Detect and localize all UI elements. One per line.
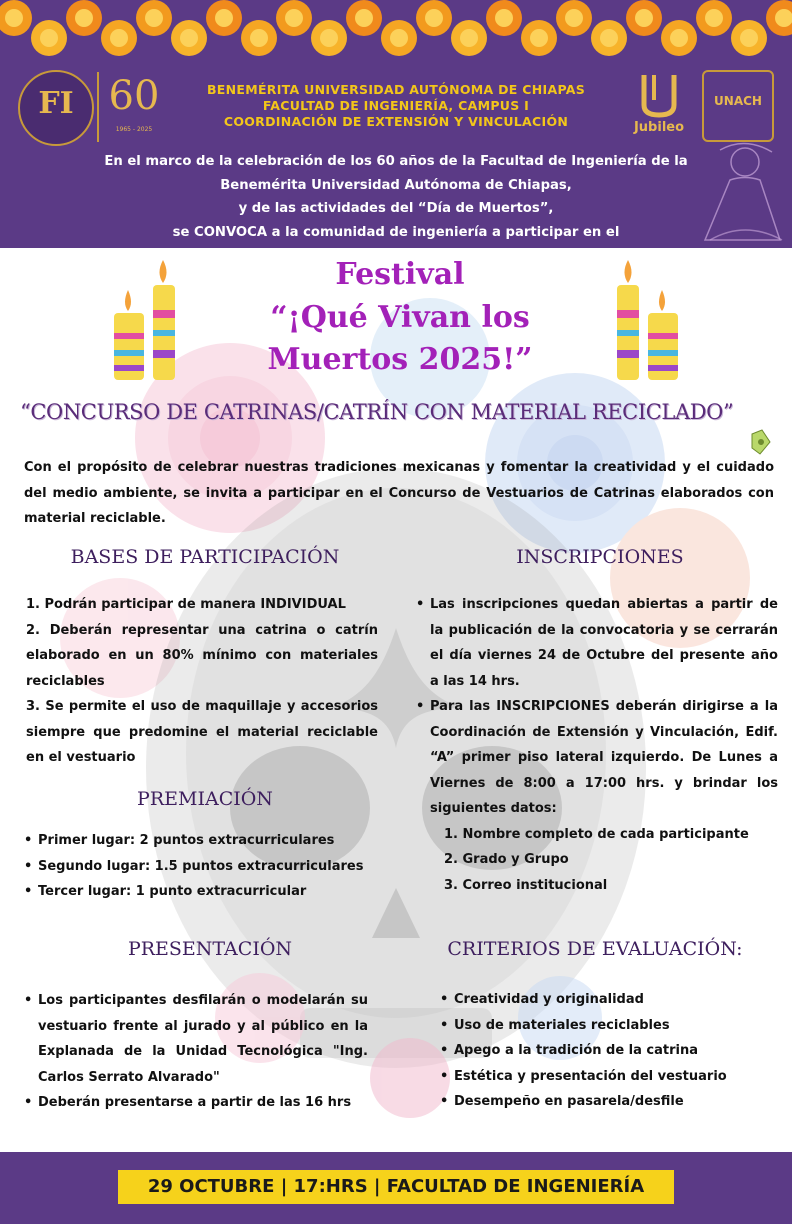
- inscripciones-item-1: • Las inscripciones quedan abiertas a partir de la publicación de la convocatoria y se cerrarán el día viernes 24 de Octubre del presente año a las 14 hrs.: [430, 592, 778, 694]
- marigold-center: [250, 29, 268, 47]
- bases-title: BASES DE PARTICIPACIÓN: [70, 546, 340, 568]
- festival-title-line-3: Muertos 2025!”: [267, 342, 533, 377]
- festival-title-line-1: Festival: [335, 257, 465, 292]
- marigold-center: [40, 29, 58, 47]
- marigold-center: [180, 29, 198, 47]
- marigold-center: [635, 9, 653, 27]
- marigold-center: [670, 29, 688, 47]
- university-line-3: COORDINACIÓN DE EXTENSIÓN Y VINCULACIÓN: [223, 114, 569, 129]
- marigold-center: [75, 9, 93, 27]
- recycle-tag-icon: [748, 428, 772, 456]
- marigold-center: [495, 9, 513, 27]
- premiacion-item-1: • Primer lugar: 2 puntos extracurriculares: [38, 828, 402, 854]
- marigold-center: [565, 9, 583, 27]
- presentacion-item-1: • Los participantes desfilarán o modelarán su vestuario frente al jurado y al público en la Explanada de la Unidad Tecnológica "Ing. Carlos Serrato Alvarado": [38, 988, 368, 1090]
- criterios-item-5: • Desempeño en pasarela/desfile: [454, 1089, 778, 1115]
- marigold-center: [425, 9, 443, 27]
- bases-item-3: 3. Se permite el uso de maquillaje y accesorios siempre que predomine el material reciclable en el vestuario: [26, 699, 378, 765]
- marigold-center: [110, 29, 128, 47]
- presentacion-item-2: • Deberán presentarse a partir de las 16 hrs: [38, 1090, 368, 1116]
- intro-line-3: y de las actividades del “Día de Muertos”,: [238, 201, 554, 216]
- presentacion-title: PRESENTACIÓN: [127, 938, 293, 960]
- inscripciones-data-1: 1. Nombre completo de cada participante: [444, 826, 749, 842]
- bases-item-1: 1. Podrán participar de manera INDIVIDUAL: [26, 597, 346, 612]
- jubileo-logo: [624, 70, 694, 140]
- marigold-center: [5, 9, 23, 27]
- marigold-center: [320, 29, 338, 47]
- anniversary-60-logo: [104, 70, 164, 142]
- logo-divider: [97, 72, 99, 142]
- intro-line-1: En el marco de la celebración de los 60 años de la Facultad de Ingeniería de la: [104, 154, 688, 169]
- unach-label: UNACH: [714, 94, 762, 108]
- unach-logo: [702, 70, 774, 142]
- inscripciones-item-2: • Para las INSCRIPCIONES deberán dirigirse a la Coordinación de Extensión y Vinculación, Edif. “A” primer piso lateral izquierdo. De Lunes a Viernes de 8:00 a 17:00 hrs. y brindar los siguientes datos:: [430, 694, 778, 822]
- bases-item-2: 2. Deberán representar una catrina o catrín elaborado en un 80% mínimo con materiales reciclables: [26, 622, 378, 689]
- criterios-list: [438, 987, 778, 1115]
- contest-title: “CONCURSO DE CATRINAS/CATRÍN CON MATERIAL RECICLADO”: [20, 400, 734, 424]
- marigold-center: [600, 29, 618, 47]
- inscripciones-title: INSCRIPCIONES: [516, 546, 684, 568]
- marigold-center: [390, 29, 408, 47]
- inscripciones-data-2: 2. Grado y Grupo: [444, 852, 569, 867]
- premiacion-list: [22, 828, 402, 905]
- bases-list: [26, 592, 378, 771]
- candles-left-icon: [108, 255, 188, 385]
- university-line-1: BENEMÉRITA UNIVERSIDAD AUTÓNOMA DE CHIAPAS: [206, 82, 586, 97]
- criterios-item-4: • Estética y presentación del vestuario: [454, 1064, 778, 1090]
- marigold-center: [530, 29, 548, 47]
- university-line-2: FACULTAD DE INGENIERÍA, CAMPUS I: [262, 98, 530, 113]
- premiacion-title: PREMIACIÓN: [137, 788, 273, 810]
- fi-logo-text: FI: [38, 86, 74, 121]
- criterios-item-2: • Uso de materiales reciclables: [454, 1013, 778, 1039]
- criterios-item-3: • Apego a la tradición de la catrina: [454, 1038, 778, 1064]
- intro-line-2: Benemérita Universidad Autónoma de Chiapas,: [220, 177, 572, 193]
- marigold-center: [705, 9, 723, 27]
- inscripciones-data-list: [414, 822, 778, 899]
- jubileo-label: Jubileo: [633, 120, 685, 135]
- marigold-center: [285, 9, 303, 27]
- intro-text: [40, 150, 752, 244]
- marigold-center: [145, 9, 163, 27]
- jubileo-emblem-icon: [624, 70, 694, 120]
- marigold-center: [740, 29, 758, 47]
- anniversary-60-text: 60: [108, 73, 160, 119]
- inscripciones-list: [414, 592, 778, 898]
- marigold-garland: [0, 0, 792, 60]
- festival-title-line-2: “¡Qué Vivan los: [270, 300, 530, 335]
- premiacion-item-3: • Tercer lugar: 1 punto extracurricular: [38, 879, 402, 905]
- presentacion-list: [22, 988, 368, 1116]
- marigold-center: [355, 9, 373, 27]
- criterios-item-1: • Creatividad y originalidad: [454, 987, 778, 1013]
- marigold-center: [215, 9, 233, 27]
- criterios-title: CRITERIOS DE EVALUACIÓN:: [447, 938, 743, 960]
- university-heading: [170, 82, 622, 130]
- purpose-paragraph: Con el propósito de celebrar nuestras tradiciones mexicanas y fomentar la creatividad y el cuidado del medio ambiente, se invita a participar en el Concurso de Vestuarios de Catrinas elaborados con material reciclable.: [24, 460, 774, 526]
- event-date-banner: 29 OCTUBRE | 17:HRS | FACULTAD DE INGENIERÍA: [118, 1170, 674, 1204]
- intro-line-4: se CONVOCA a la comunidad de ingeniería a participar en el: [172, 224, 620, 240]
- candles-right-icon: [612, 255, 692, 385]
- inscripciones-data-3: 3. Correo institucional: [444, 877, 608, 893]
- anniversary-years: 1965 - 2025: [115, 126, 153, 133]
- marigold-center: [460, 29, 478, 47]
- premiacion-item-2: • Segundo lugar: 1.5 puntos extracurriculares: [38, 854, 402, 880]
- fi-logo: [18, 70, 94, 146]
